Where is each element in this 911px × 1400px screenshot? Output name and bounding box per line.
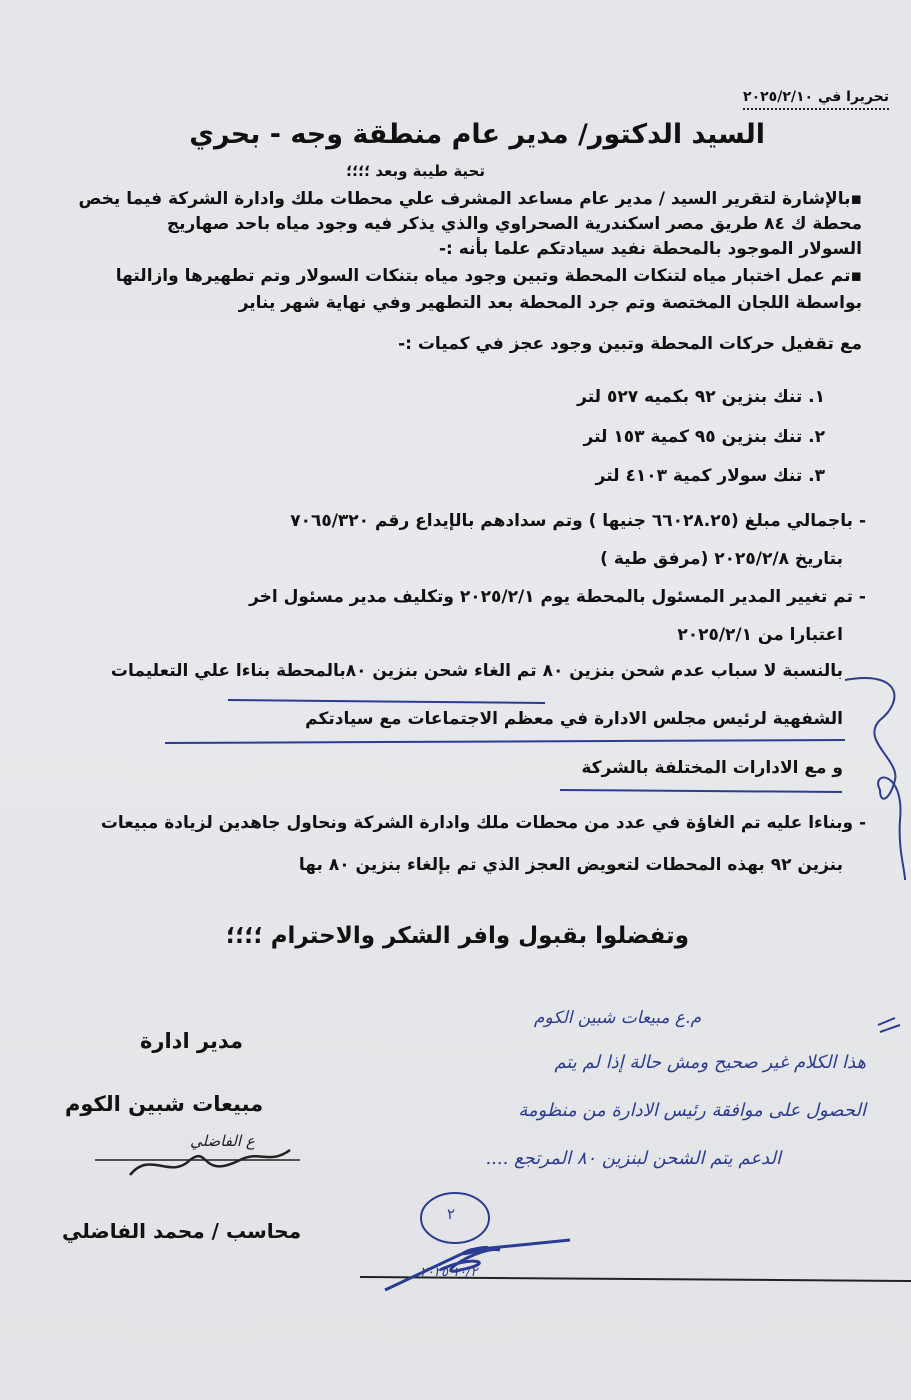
- document-date: تحريرا في ٢٠٢٥/٢/١٠: [743, 86, 889, 110]
- greeting: تحية طيبة وبعد ؛؛؛؛: [346, 162, 485, 180]
- underline: [560, 790, 842, 792]
- manager-line: اعتبارا من ٢٠٢٥/٢/١: [677, 625, 843, 645]
- intro-line: السولار الموجود بالمحطة نفيد سيادتكم علما بأنه :-: [439, 239, 862, 259]
- benzine80-line: الشفهية لرئيس مجلس الادارة في معظم الاجتماعات مع سيادتكم: [305, 709, 843, 729]
- underline: [228, 700, 545, 703]
- margin-bracket: [845, 678, 905, 880]
- shortage-item: ٣. تنك سولار كمية ٤١٠٣ لتر: [595, 466, 825, 486]
- intro-line: مع تقفيل حركات المحطة وتبين وجود عجز في كميات :-: [398, 334, 862, 354]
- intro-line: بواسطة اللجان المختصة وتم جرد المحطة بعد التطهير وفي نهاية شهر يناير: [238, 293, 862, 313]
- shortage-item: ١. تنك بنزين ٩٢ بكميه ٥٢٧ لتر: [577, 387, 825, 407]
- benzine80-line: بالنسبة لا سباب عدم شحن بنزين ٨٠ تم الغاء شحن بنزين ٨٠بالمحطة بناءا علي التعليمات: [110, 661, 843, 681]
- handwritten-line: الحصول على موافقة رئيس الادارة من منظومة: [518, 1100, 866, 1121]
- handwritten-date: ١٠/٢ ٢٠٢٥: [420, 1265, 478, 1280]
- result-line: بنزين ٩٢ بهذه المحطات لتعويض العجز الذي تم بإلغاء بنزين ٨٠ بها: [298, 855, 843, 875]
- payment-line: - باجمالي مبلغ (٦٦٠٢٨.٢٥ جنيها ) وتم سدادهم بالإيداع رقم ٧٠٦٥/٣٢٠: [290, 511, 866, 531]
- payment-line: بتاريخ ٢٠٢٥/٢/٨ (مرفق طية ): [600, 549, 843, 569]
- shortage-item: ٢. تنك بنزين ٩٥ كمية ١٥٣ لتر: [583, 427, 825, 447]
- intro-line: ▪تم عمل اختبار مياه لتنكات المحطة وتبين وجود مياه بتنكات السولار وتم تطهيرها وازالتها: [115, 266, 862, 286]
- circled-number: ٢: [447, 1205, 456, 1223]
- handwritten-line: الدعم يتم الشحن لبنزين ٨٠ المرتجع ....: [485, 1148, 781, 1169]
- signature-mark: [385, 1240, 570, 1290]
- margin-mark: [878, 1018, 900, 1032]
- intro-line: محطة ك ٨٤ طريق مصر اسكندرية الصحراوي والذي يذكر فيه وجود مياه باحد صهاريج: [166, 214, 862, 234]
- closing: وتفضلوا بقبول وافر الشكر والاحترام ؛؛؛؛: [225, 923, 689, 949]
- handwritten-line: هذا الكلام غير صحيح ومش حالة إذا لم يتم: [554, 1052, 866, 1073]
- signature-scrawl: ع الفاضلي: [190, 1132, 255, 1150]
- signatory-department: مبيعات شبين الكوم: [65, 1092, 264, 1116]
- benzine80-line: و مع الادارات المختلفة بالشركة: [581, 758, 843, 778]
- result-line: - وبناءا عليه تم الغاؤة في عدد من محطات ملك وادارة الشركة ونحاول جاهدين لزيادة مبيعات: [100, 813, 866, 833]
- signatory-title: مدير ادارة: [140, 1029, 244, 1053]
- underline: [165, 740, 845, 743]
- addressee-title: السيد الدكتور/ مدير عام منطقة وجه - بحري: [189, 119, 765, 150]
- accountant-name: محاسب / محمد الفاضلي: [62, 1219, 302, 1243]
- accountant-signature: [130, 1150, 290, 1175]
- intro-line: ▪بالإشارة لتقرير السيد / مدير عام مساعد المشرف علي محطات ملك وادارة الشركة فيما يخص: [78, 189, 862, 209]
- manager-line: - تم تغيير المدير المسئول بالمحطة يوم ٢٠٢٥/٢/١ وتكليف مدير مسئول اخر: [249, 587, 866, 607]
- handwritten-recipient: م.ع مبيعات شبين الكوم: [533, 1008, 701, 1028]
